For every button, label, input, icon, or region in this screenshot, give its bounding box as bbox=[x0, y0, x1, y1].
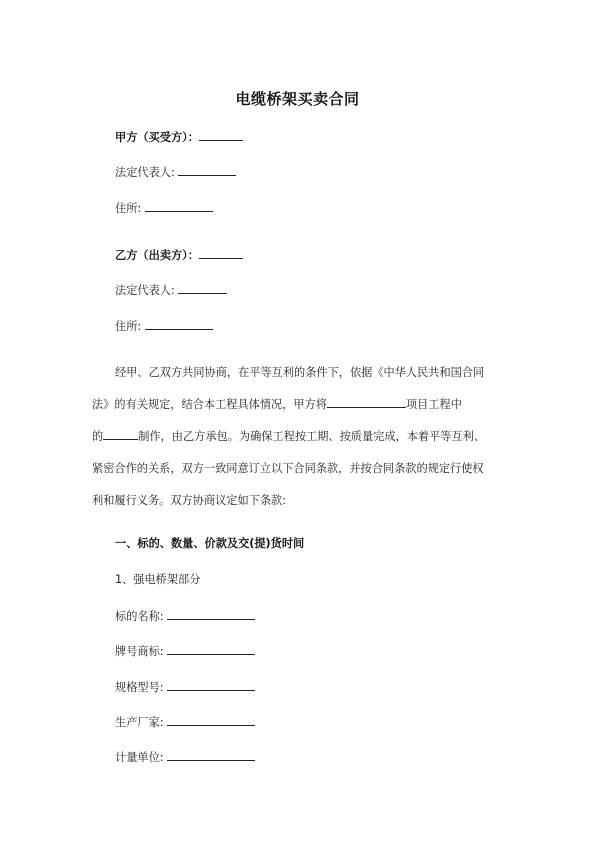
party-b-addr-label: 住所: bbox=[115, 320, 142, 333]
party-a-addr-line bbox=[115, 200, 213, 216]
party-b-blank bbox=[199, 247, 243, 259]
field-label: 牌号商标: bbox=[115, 645, 164, 658]
party-b-rep-label: 法定代表人: bbox=[115, 284, 175, 297]
section-1-heading: 一、标的、数量、价款及交(提)货时间 bbox=[115, 537, 305, 550]
intro-line-2b: 项目工程中 bbox=[405, 398, 462, 411]
field-blank bbox=[167, 679, 255, 691]
field-blank bbox=[167, 643, 255, 655]
field-label: 生产厂家: bbox=[115, 716, 164, 729]
party-a-addr-blank bbox=[145, 200, 213, 212]
intro-line-4: 紧密合作的关系，双方一致同意订立以下合同条款，并按合同条款的规定行使权 bbox=[92, 462, 484, 475]
party-a-label: 甲方（买受方）： bbox=[115, 131, 199, 144]
field-unit bbox=[115, 749, 255, 765]
party-a-rep-label: 法定代表人: bbox=[115, 166, 175, 179]
party-b-rep-blank bbox=[178, 282, 227, 294]
field-label: 规格型号: bbox=[115, 681, 164, 694]
project-blank bbox=[327, 396, 406, 408]
intro-line-3 bbox=[92, 428, 485, 444]
field-brand bbox=[115, 643, 255, 659]
intro-line-2a: 法》的有关规定，结合本工程具体情况，甲方将 bbox=[92, 398, 327, 411]
field-blank bbox=[167, 714, 255, 726]
party-a-rep-blank bbox=[178, 164, 236, 176]
party-b-line bbox=[115, 247, 243, 263]
field-label: 计量单位: bbox=[115, 751, 164, 764]
section-1-sub-1: 1、强电桥架部分 bbox=[115, 573, 201, 586]
party-b-label: 乙方（出卖方）： bbox=[115, 249, 199, 262]
field-spec-model bbox=[115, 679, 255, 695]
intro-line-3b: 制作，由乙方承包。为确保工程按工期、按质量完成，本着平等互利、 bbox=[138, 430, 486, 443]
party-b-rep-line bbox=[115, 282, 227, 298]
party-a-addr-label: 住所: bbox=[115, 202, 142, 215]
intro-line-2 bbox=[92, 396, 462, 412]
item-blank bbox=[103, 428, 138, 440]
intro-line-5: 利和履行义务。双方协商议定如下条款: bbox=[92, 494, 286, 507]
party-a-rep-line bbox=[115, 164, 236, 180]
party-a-blank bbox=[199, 129, 243, 141]
party-b-addr-blank bbox=[145, 318, 213, 330]
field-label: 标的名称: bbox=[115, 610, 164, 623]
document-title: 电缆桥架买卖合同 bbox=[235, 90, 360, 108]
party-a-line bbox=[115, 129, 243, 145]
intro-line-3a: 的 bbox=[92, 430, 104, 443]
field-manufacturer bbox=[115, 714, 255, 730]
field-blank bbox=[167, 749, 255, 761]
party-b-addr-line bbox=[115, 318, 213, 334]
field-subject-name bbox=[115, 608, 255, 624]
intro-line-1: 经甲、乙双方共同协商，在平等互利的条件下，依据《中华人民共和国合同 bbox=[115, 366, 485, 379]
field-blank bbox=[167, 608, 255, 620]
